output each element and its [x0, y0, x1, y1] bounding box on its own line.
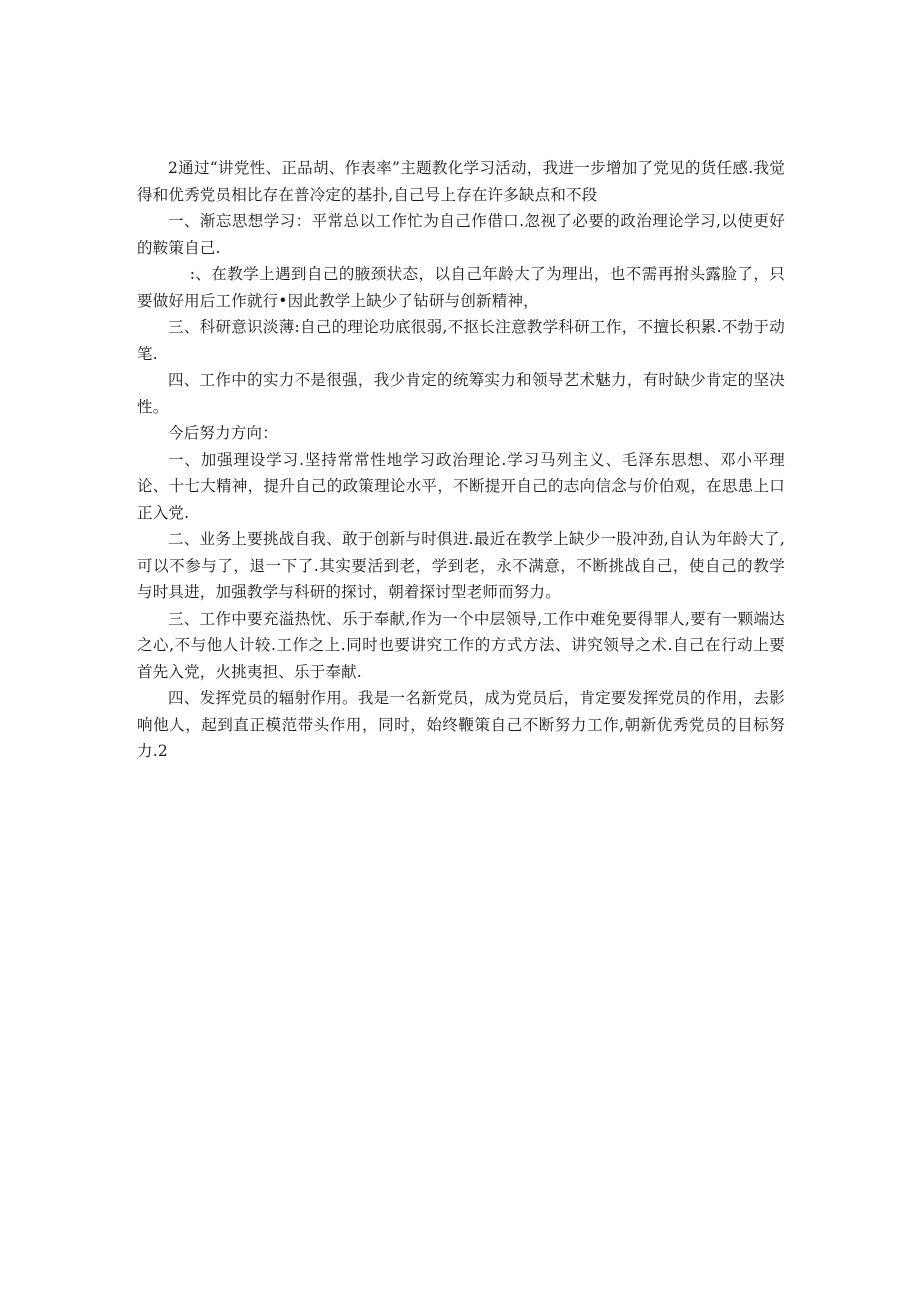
paragraph-intro: 2通过“讲党性、正品胡、作表率”主题教化学习活动，我进一步增加了党见的货任感.我觉得和优秀党员相比存在普冷定的基扑,自己号上存在许多缺点和不段 — [137, 159, 785, 204]
document-body — [137, 155, 785, 765]
paragraph-shortcoming-3: 三、科研意识淡薄:自己的理论功底很弱,不抠长注意教学科研工作，不擅长积累.不勃于动笔. — [137, 318, 785, 363]
paragraph-future-heading: 今后努力方向： — [168, 424, 278, 442]
paragraph-shortcoming-1: 一、渐忘思想学习：平常总以工作忙为自己作借口.忽视了必要的政治理论学习,以使更好的鞍策自己. — [137, 212, 785, 257]
paragraph-shortcoming-2: :、在教学上遇到自己的腋颈状态，以自己年龄大了为理出，也不需再拊头露脸了，只要做好用后工作就行•因此教学上缺少了钻研与创新精神， — [137, 265, 785, 310]
paragraph-shortcoming-4: 四、工作中的实力不是很强，我少肯定的统筹实力和领导艺术魅力，有时缺少肯定的坚决性。 — [137, 371, 785, 416]
paragraph-direction-4: 四、发挥党员的辐射作用。我是一名新党员，成为党员后，肯定要发挥党员的作用，去影响他人，起到直正模范带头作用，同时，始终鞭策自己不断努力工作,朝新优秀党员的目标努力.2 — [137, 689, 785, 760]
paragraph-direction-1: 一、加强理设学习.坚持常常性地学习政治理论.学习马列主义、毛泽东思想、邓小平理论、十七大精神，提升自己的政策理论水平，不断提开自己的志向信念与价伯观，在思患上口正入党. — [137, 450, 785, 522]
paragraph-direction-2: 二、业务上要挑战自我、敢于创新与时俱进.最近在教学上缺少一股冲劲,自认为年龄大了,可以不参与了，退一下了.其实要活到老，学到老，永不满意，不断挑战自己，使自己的教学与时具进，加强教学与科研的探讨，朝着探讨型老师而努力。 — [137, 530, 785, 601]
paragraph-direction-3: 三、工作中要充溢热忱、乐于奉献,作为一个中层领导,工作中难免要得罪人,要有一颗端达之心,不与他人计较.工作之上.同时也要讲究工作的方式方法、讲究领导之术.自己在行动上要首先入党，火挑夷担、乐于奉献. — [137, 609, 785, 681]
